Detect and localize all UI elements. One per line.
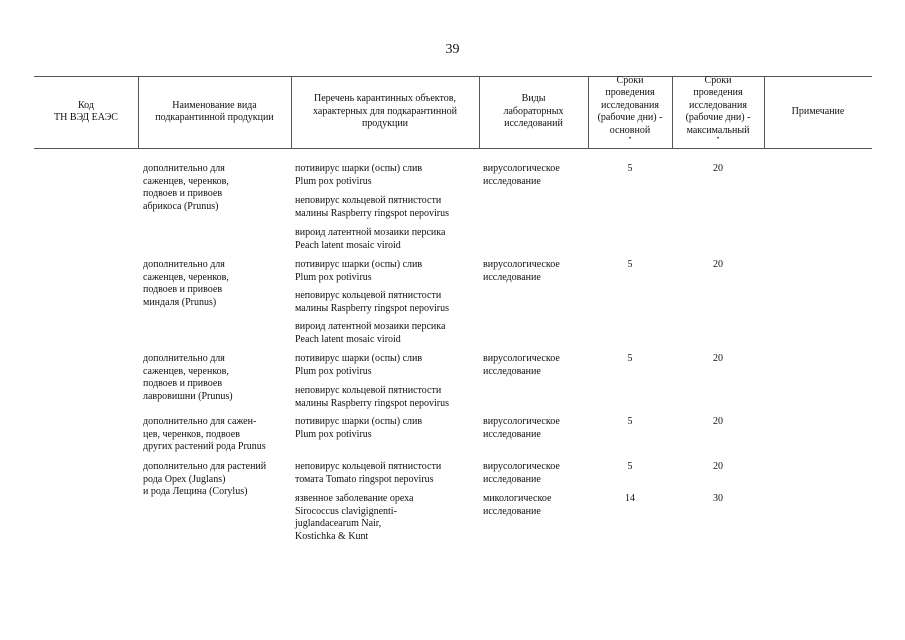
term-main-value: 5	[627, 353, 633, 364]
object-cell: вироид латентной мозаики персика Peach latent mosaic viroid	[295, 227, 446, 251]
object-cell: неповирус кольцевой пятнистости малины Raspberry ringspot nepovirus	[295, 290, 450, 314]
object-cell: неповирус кольцевой пятнистости малины Raspberry ringspot nepovirus	[295, 385, 450, 409]
term-max-value: 20	[713, 461, 723, 472]
lab-cell: вирусологическое исследование	[483, 416, 560, 440]
product-cell: дополнительно для саженцев, черенков, подвоев и привоев миндаля (Prunus)	[143, 259, 229, 308]
object-cell: неповирус кольцевой пятнистости малины Raspberry ringspot nepovirus	[295, 195, 450, 219]
object-cell: потивирус шарки (оспы) слив Plum pox potivirus	[295, 353, 423, 377]
term-main-value: 5	[627, 163, 633, 174]
object-cell: язвенное заболевание ореха Sirococcus clavigignenti- juglandacearum Nair, Kostichka & Kunt	[295, 493, 414, 542]
lab-cell: вирусологическое исследование	[483, 461, 560, 485]
product-cell: дополнительно для сажен- цев, черенков, подвоев других растений рода Prunus	[143, 416, 266, 452]
term-main-value: 5	[627, 416, 633, 427]
page-number: 39	[445, 42, 460, 57]
object-cell: потивирус шарки (оспы) слив Plum pox potivirus	[295, 163, 423, 187]
term-main-value: 5	[627, 259, 633, 270]
object-cell: потивирус шарки (оспы) слив Plum pox potivirus	[295, 259, 423, 283]
term-main-value: 5	[627, 461, 633, 472]
header-term-main: Сроки проведения исследования (рабочие дни) - основной *	[597, 74, 663, 143]
product-cell: дополнительно для саженцев, черенков, подвоев и привоев абрикоса (Prunus)	[143, 163, 229, 212]
header-term-max: Сроки проведения исследования (рабочие дни) - максимальный *	[685, 74, 751, 143]
header-product: Наименование вида подкарантинной продукции	[155, 99, 274, 123]
product-cell: дополнительно для растений рода Орех (Juglans) и рода Лещина (Corylus)	[143, 461, 267, 497]
product-cell: дополнительно для саженцев, черенков, подвоев и привоев лавровишни (Prunus)	[143, 353, 233, 402]
header-code: Код ТН ВЭД ЕАЭС	[54, 99, 118, 123]
header-objects: Перечень карантинных объектов, характерных для подкарантинной продукции	[313, 93, 457, 130]
term-max-value: 20	[713, 353, 723, 364]
term-max-value: 20	[713, 259, 723, 270]
term-max-value: 20	[713, 416, 723, 427]
term-max-value: 30	[713, 493, 723, 504]
lab-cell: микологическое исследование	[483, 493, 552, 517]
lab-cell: вирусологическое исследование	[483, 163, 560, 187]
object-cell: потивирус шарки (оспы) слив Plum pox potivirus	[295, 416, 423, 440]
header-note: Примечание	[791, 105, 845, 117]
term-max-value: 20	[713, 163, 723, 174]
term-main-value: 14	[625, 493, 635, 504]
header-lab: Виды лабораторных исследований	[503, 93, 564, 130]
lab-cell: вирусологическое исследование	[483, 259, 560, 283]
object-cell: вироид латентной мозаики персика Peach latent mosaic viroid	[295, 321, 446, 345]
lab-cell: вирусологическое исследование	[483, 353, 560, 377]
object-cell: неповирус кольцевой пятнистости томата Tomato ringspot nepovirus	[295, 461, 442, 485]
